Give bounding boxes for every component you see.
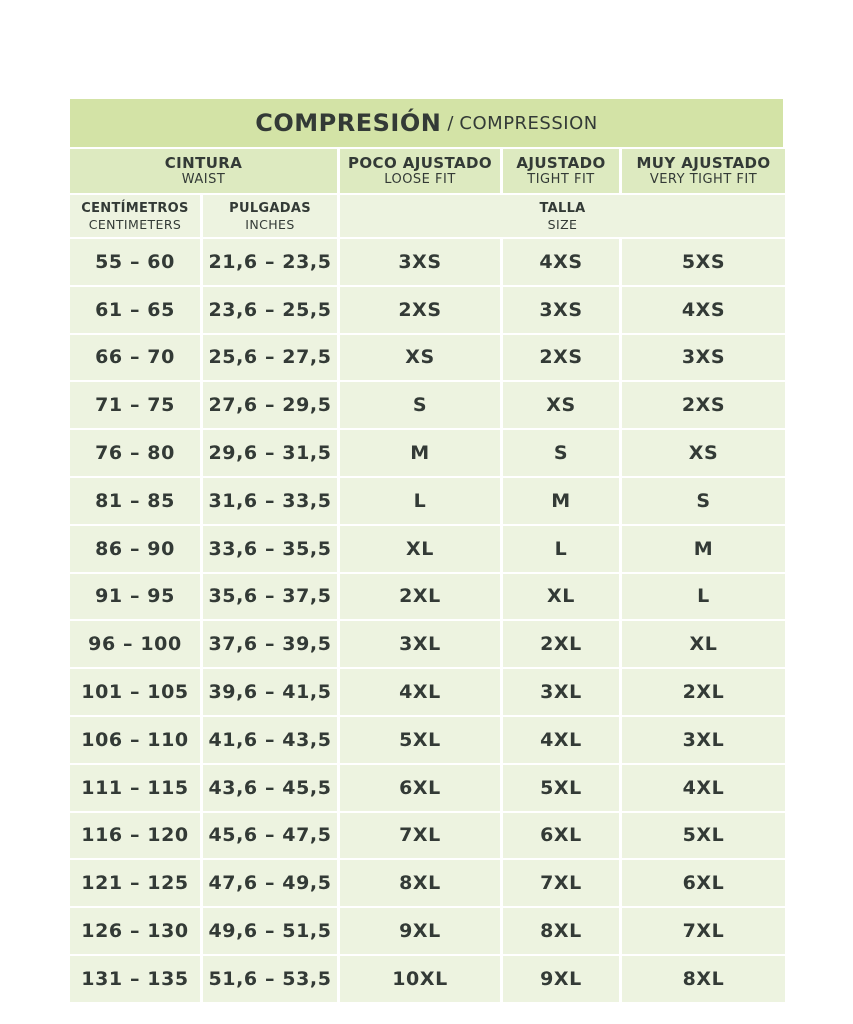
cell-inch-range: 23,6 – 25,5 [203,287,337,333]
cell-very-tight-size: 4XL [622,765,785,811]
size-table [70,149,783,1002]
cell-cm-range: 91 – 95 [70,574,200,620]
cell-cm-range: 101 – 105 [70,669,200,715]
cell-loose-size: 7XL [340,813,500,859]
title-separator: / [447,112,454,134]
cell-loose-size: 3XS [340,239,500,285]
cell-inch-range: 29,6 – 31,5 [203,430,337,476]
cell-tight-size: 6XL [503,813,619,859]
chart-title: COMPRESIÓN [255,109,442,137]
cell-tight-size: 2XL [503,621,619,667]
cell-tight-size: XL [503,574,619,620]
cell-cm-range: 131 – 135 [70,956,200,1002]
cell-tight-size: 8XL [503,908,619,954]
cell-cm-range: 55 – 60 [70,239,200,285]
cell-very-tight-size: 4XS [622,287,785,333]
header-size-en: SIZE [547,216,578,232]
cell-inch-range: 49,6 – 51,5 [203,908,337,954]
header-cm-en: CENTIMETERS [88,216,182,232]
cell-loose-size: 2XS [340,287,500,333]
cell-tight-size: XS [503,382,619,428]
cell-cm-range: 111 – 115 [70,765,200,811]
header-inches [203,195,337,237]
header-waist [70,149,337,193]
cell-cm-range: 121 – 125 [70,860,200,906]
cell-inch-range: 45,6 – 47,5 [203,813,337,859]
cell-cm-range: 76 – 80 [70,430,200,476]
header-tight-en: TIGHT FIT [527,172,595,187]
cell-tight-size: 2XS [503,335,619,381]
cell-loose-size: 10XL [340,956,500,1002]
header-waist-en: WAIST [181,172,226,187]
header-very-tight-es: MUY AJUSTADO [636,154,771,172]
cell-inch-range: 33,6 – 35,5 [203,526,337,572]
cell-very-tight-size: S [622,478,785,524]
cell-loose-size: 9XL [340,908,500,954]
cell-cm-range: 81 – 85 [70,478,200,524]
cell-loose-size: 6XL [340,765,500,811]
cell-tight-size: S [503,430,619,476]
cell-tight-size: 4XS [503,239,619,285]
header-very-tight-en: VERY TIGHT FIT [649,172,758,187]
cell-tight-size: 4XL [503,717,619,763]
cell-inch-range: 35,6 – 37,5 [203,574,337,620]
cell-very-tight-size: L [622,574,785,620]
cell-inch-range: 21,6 – 23,5 [203,239,337,285]
cell-very-tight-size: XL [622,621,785,667]
cell-very-tight-size: XS [622,430,785,476]
cell-loose-size: 2XL [340,574,500,620]
cell-tight-size: M [503,478,619,524]
cell-loose-size: 3XL [340,621,500,667]
header-very-tight-fit [622,149,785,193]
cell-tight-size: 3XL [503,669,619,715]
cell-cm-range: 61 – 65 [70,287,200,333]
cell-inch-range: 43,6 – 45,5 [203,765,337,811]
cell-inch-range: 37,6 – 39,5 [203,621,337,667]
cell-very-tight-size: 2XS [622,382,785,428]
header-tight-es: AJUSTADO [516,154,606,172]
cell-loose-size: XL [340,526,500,572]
cell-inch-range: 41,6 – 43,5 [203,717,337,763]
cell-very-tight-size: 6XL [622,860,785,906]
cell-tight-size: L [503,526,619,572]
cell-inch-range: 27,6 – 29,5 [203,382,337,428]
cell-cm-range: 106 – 110 [70,717,200,763]
cell-loose-size: 8XL [340,860,500,906]
cell-cm-range: 71 – 75 [70,382,200,428]
cell-cm-range: 116 – 120 [70,813,200,859]
cell-loose-size: XS [340,335,500,381]
cell-very-tight-size: 3XL [622,717,785,763]
cell-cm-range: 66 – 70 [70,335,200,381]
cell-loose-size: 5XL [340,717,500,763]
cell-very-tight-size: M [622,526,785,572]
header-waist-es: CINTURA [164,154,243,172]
cell-tight-size: 7XL [503,860,619,906]
cell-inch-range: 47,6 – 49,5 [203,860,337,906]
header-size [340,195,785,237]
header-loose-es: POCO AJUSTADO [348,154,492,172]
header-in-es: PULGADAS [229,200,311,216]
cell-inch-range: 31,6 – 33,5 [203,478,337,524]
cell-loose-size: S [340,382,500,428]
cell-inch-range: 25,6 – 27,5 [203,335,337,381]
cell-tight-size: 5XL [503,765,619,811]
cell-very-tight-size: 3XS [622,335,785,381]
header-in-en: INCHES [245,216,295,232]
header-cm-es: CENTÍMETROS [81,200,189,216]
cell-loose-size: L [340,478,500,524]
chart-subtitle: COMPRESSION [459,112,598,134]
cell-cm-range: 96 – 100 [70,621,200,667]
cell-inch-range: 39,6 – 41,5 [203,669,337,715]
chart-title-bar [70,99,783,147]
cell-inch-range: 51,6 – 53,5 [203,956,337,1002]
cell-tight-size: 9XL [503,956,619,1002]
cell-very-tight-size: 2XL [622,669,785,715]
cell-tight-size: 3XS [503,287,619,333]
cell-loose-size: 4XL [340,669,500,715]
cell-very-tight-size: 5XS [622,239,785,285]
cell-cm-range: 126 – 130 [70,908,200,954]
header-centimeters [70,195,200,237]
header-tight-fit [503,149,619,193]
size-chart [70,99,783,1002]
header-size-es: TALLA [539,200,586,216]
cell-very-tight-size: 7XL [622,908,785,954]
cell-very-tight-size: 5XL [622,813,785,859]
cell-very-tight-size: 8XL [622,956,785,1002]
cell-loose-size: M [340,430,500,476]
header-loose-en: LOOSE FIT [384,172,456,187]
cell-cm-range: 86 – 90 [70,526,200,572]
header-loose-fit [340,149,500,193]
